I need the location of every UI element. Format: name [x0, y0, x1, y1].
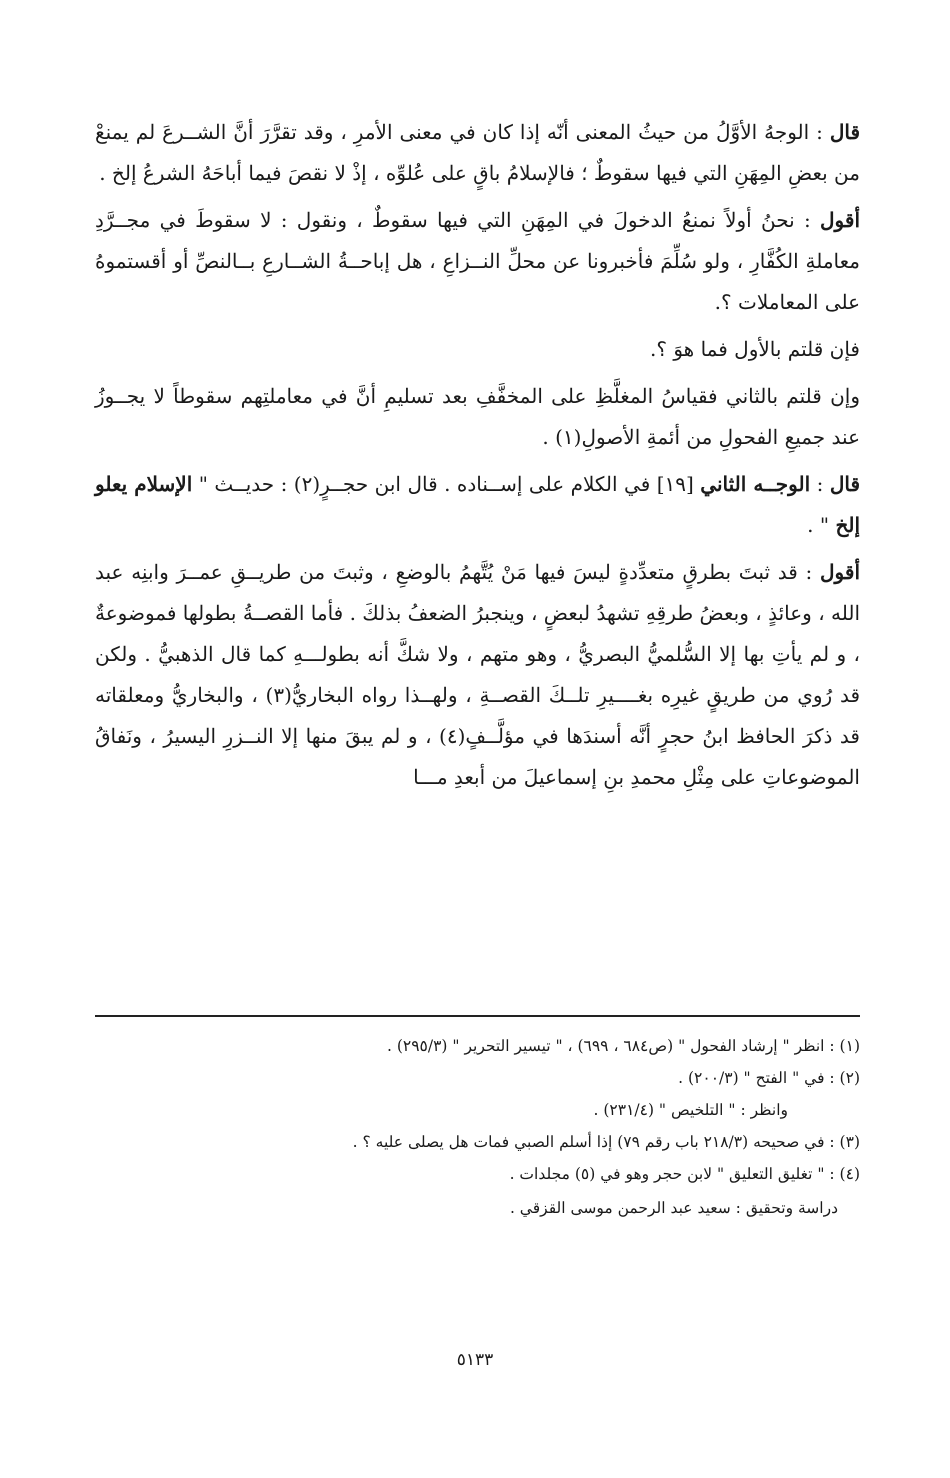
paragraph-lead: قال — [829, 120, 860, 144]
footnote-4: (٤) : " تغليق التعليق " لابن حجر وهو في (٥) مجلدات . — [509, 1165, 860, 1183]
paragraph-lead: أقول — [820, 208, 860, 232]
section-heading: الوجــه الثاني — [700, 472, 811, 496]
paragraph-text: : الوجهُ الأوَّلُ من حيثُ المعنى أنّه إذا كان في معنى الأمرِ ، وقد تقرَّرَ أنَّ الشــرعَ لم يمنعْ من بعضِ المِهَنِ التي فيها سقوطٌ ؛ فالإسلامُ باقٍ على عُلوِّه ، إذْ لا نقصَ فيما أباحَهُ الشرعُ إلخ . — [95, 120, 860, 185]
page-number: ٥١٣٣ — [456, 1350, 494, 1370]
paragraph-qala-1 — [95, 112, 860, 194]
hadith-title: الإسلام يعلو إلخ — [95, 472, 860, 537]
paragraph-second-case — [95, 376, 860, 458]
editor-credit: دراسة وتحقيق : سعيد عبد الرحمن موسى القزقي . — [509, 1199, 838, 1217]
paragraph-first-case — [95, 329, 860, 370]
footnote-divider — [95, 1015, 860, 1017]
paragraph-text: فإن قلتم بالأول فما هوَ ؟. — [650, 337, 860, 361]
paragraph-qala-2 — [95, 464, 860, 546]
footnote-1: (١) : انظر " إرشاد الفحول " (ص٦٨٤ ، ٦٩٩) ، " تيسير التحرير " (٢٩٥/٣) . — [386, 1037, 860, 1055]
paragraph-text: : نحنُ أولاً نمنعُ الدخولَ في المِهَنِ التي فيها سقوطٌ ، ونقول : لا سقوطَ في مجــرَّدِ معاملةِ الكُفَّارِ ، ولو سُلِّمَ فأخبرونا عن محلِّ النــزاعِ ، هل إباحــةُ الشــارعِ بــالنصِّ أو أقستموهُ على المعاملات ؟. — [95, 208, 860, 314]
footnote-2-continuation: وانظر : " التلخيص " (٢٣١/٤) . — [593, 1101, 788, 1119]
footnote-3: (٣) : في صحيحه (٢١٨/٣ باب رقم ٧٩) إذا أسلم الصبي فمات هل يصلى عليه ؟ . — [352, 1133, 860, 1151]
paragraph-lead: قال — [829, 472, 860, 496]
paragraph-text: " . — [807, 513, 836, 537]
footnote-2: (٢) : في " الفتح " (٢٠٠/٣) . — [678, 1069, 860, 1087]
paragraph-lead: أقول — [820, 560, 860, 584]
paragraph-aqulu-1 — [95, 200, 860, 323]
body-text — [95, 112, 860, 798]
paragraph-text: [١٩] في الكلام على إســناده . قال ابن حجــرٍ(٢) : حديــث " — [192, 472, 701, 496]
footnotes-block — [95, 1030, 860, 1224]
paragraph-text: : قد ثبتَ بطرقٍ متعدِّدةٍ ليسَ فيها مَنْ يُتَّهمُ بالوضعِ ، وثبتَ من طريــقِ عمــرَ وابنِه عبد الله ، وعائذٍ ، وبعضُ طرقِهِ تشهدُ لبعضٍ ، وينجبرُ الضعفُ بذلكَ . فأما القصــةُ بطولها فموضوعةٌ ، و لم يأتِ بها إلا السُّلميُّ البصريُّ ، وهو متهم ، ولا شكَّ أنه بطولـــهِ كما قال الذهبيُّ . ولكن قد رُوي من طريقٍ غيرِه بغــــيرِ تلــكَ القصــةِ ، ولهــذا رواه البخاريُّ(٣) ، والبخاريُّ ومعلقاته قد ذكرَ الحافظ ابنُ حجرٍ أنَّه أسندَها في مؤلَّــفٍ(٤) ، و لم يبقَ منها إلا النــزرِ اليسيرُ ، ونَفاقُ الموضوعاتِ على مِثْلِ محمدِ بنِ إسماعيلَ من أبعدِ مـــا — [95, 560, 860, 789]
paragraph-text: وإن قلتم بالثاني فقياسُ المغلَّظِ على المخفَّفِ بعد تسليمِ أنَّ في معاملتِهم سقوطاً لا يجــوزُ عند جميعِ الفحولِ من أئمةِ الأصولِ(١) . — [95, 384, 860, 449]
paragraph-text: : — [810, 472, 830, 496]
paragraph-aqulu-2 — [95, 552, 860, 798]
main-text-block — [95, 112, 860, 804]
